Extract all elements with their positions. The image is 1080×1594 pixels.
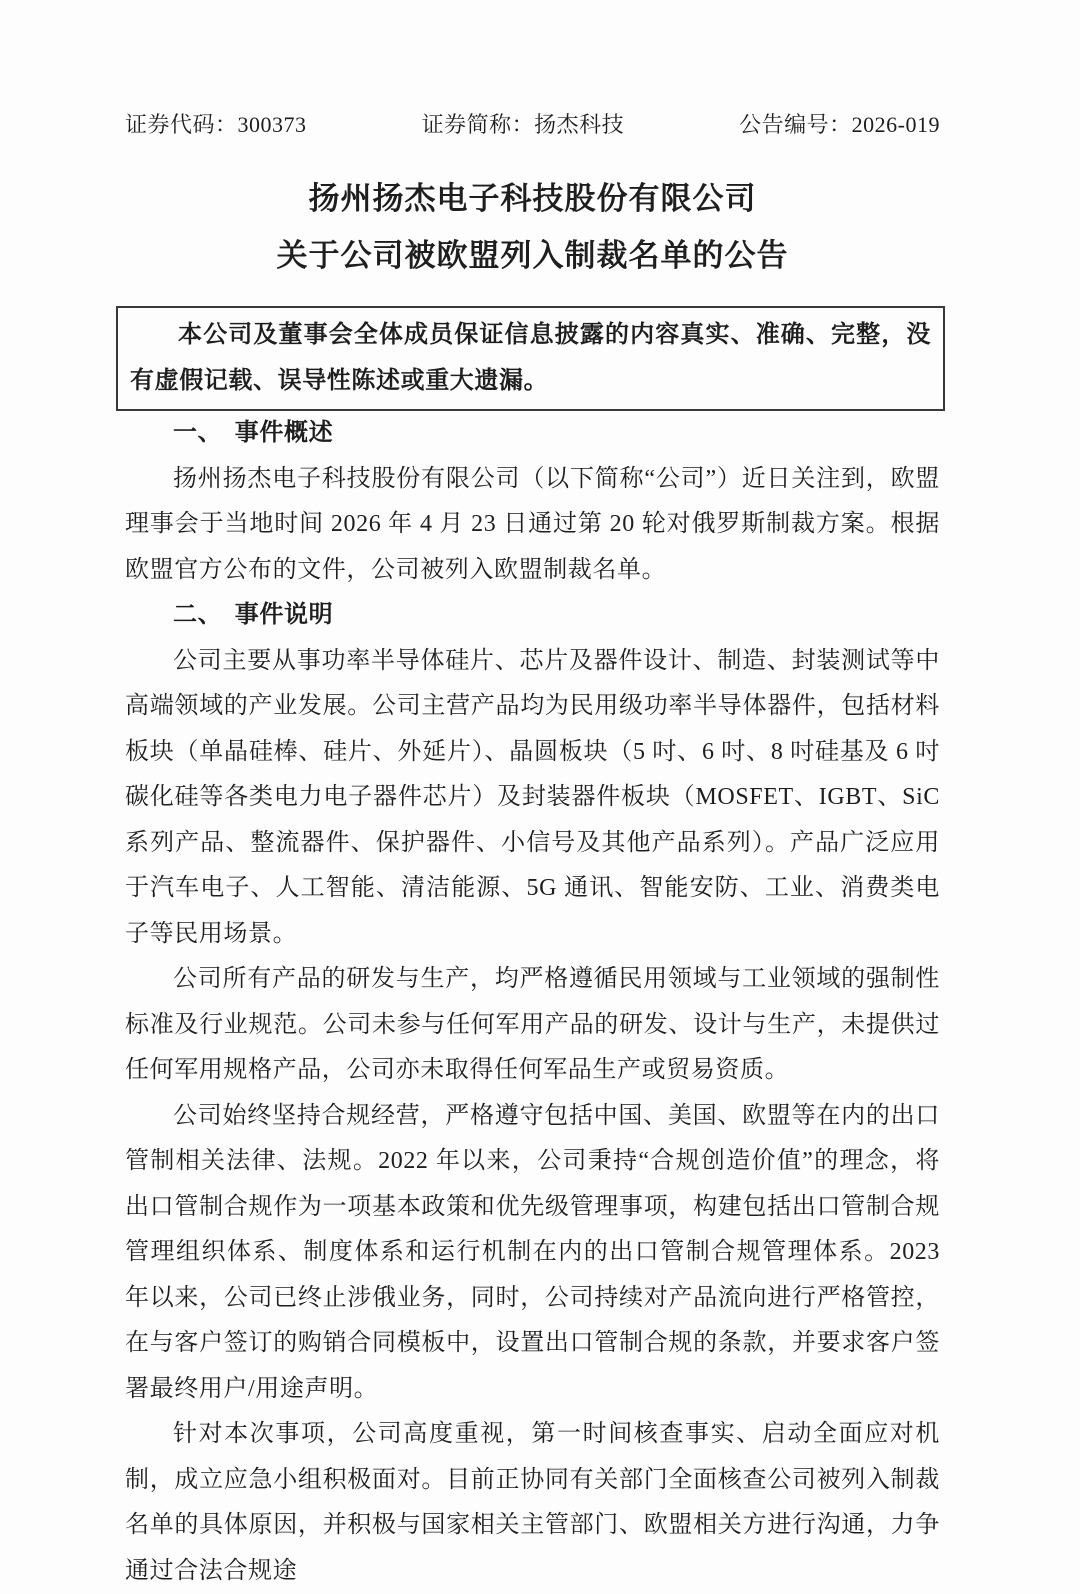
disclaimer-box [116,306,945,411]
company-name-title: 扬州扬杰电子科技股份有限公司 [308,181,757,216]
section-heading-event-details: 二、 事件说明 [173,602,334,628]
announcement-title: 关于公司被欧盟列入制裁名单的公告 [276,238,789,273]
paragraph-response-measures: 针对本次事项，公司高度重视，第一时间核查事实、启动全面应对机制，成立应急小组积极面对。目前正协同有关部门全面核查公司被列入制裁名单的具体原因，并积极与国家相关主管部门、欧盟相关方进行沟通，力争通过合法合规途 [125,1421,940,1584]
stock-code: 证券代码：300373 [125,112,307,137]
paragraph-civilian-products: 公司所有产品的研发与生产，均严格遵循民用领域与工业领域的强制性标准及行业规范。公司未参与任何军用产品的研发、设计与生产，未提供过任何军用规格产品，公司亦未取得任何军品生产或贸易资质。 [125,966,940,1083]
paragraph-business-scope: 公司主要从事功率半导体硅片、芯片及器件设计、制造、封装测试等中高端领域的产业发展。公司主营产品均为民用级功率半导体器件，包括材料板块（单晶硅棒、硅片、外延片）、晶圆板块（5 吋、6 吋、8 吋硅基及 6 吋碳化硅等各类电力电子器件芯片）及封装器件板块（MOSFET、IGBT、SiC 系列产品、整流器件、保护器件、小信号及其他产品系列）。产品广泛应用于汽车电子、人工智能、清洁能源、5G 通讯、智能安防、工业、消费类电子等民用场景。 [125,647,940,947]
paragraph-compliance: 公司始终坚持合规经营，严格遵守包括中国、美国、欧盟等在内的出口管制相关法律、法规。2022 年以来，公司秉持“合规创造价值”的理念，将出口管制合规作为一项基本政策和优先级管理事项，构建包括出口管制合规管理组织体系、制度体系和运行机制在内的出口管制合规管理体系。2023 年以来，公司已终止涉俄业务，同时，公司持续对产品流向进行严格管控，在与客户签订的购销合同模板中，设置出口管制合规的条款，并要求客户签署最终用户/用途声明。 [125,1102,940,1402]
paragraph-event-overview: 扬州扬杰电子科技股份有限公司（以下简称“公司”）近日关注到，欧盟理事会于当地时间 2026 年 4 月 23 日通过第 20 轮对俄罗斯制裁方案。根据欧盟官方公布的文件，公司被列入欧盟制裁名单。 [125,465,940,583]
stock-abbreviation: 证券简称：扬杰科技 [421,112,625,137]
disclaimer-text: 本公司及董事会全体成员保证信息披露的内容真实、准确、完整，没有虚假记载、误导性陈述或重大遗漏。 [130,322,931,394]
document-header-row [125,112,940,138]
section-heading-event-overview: 一、 事件概述 [173,420,334,446]
announcement-number: 公告编号：2026-019 [739,112,940,137]
